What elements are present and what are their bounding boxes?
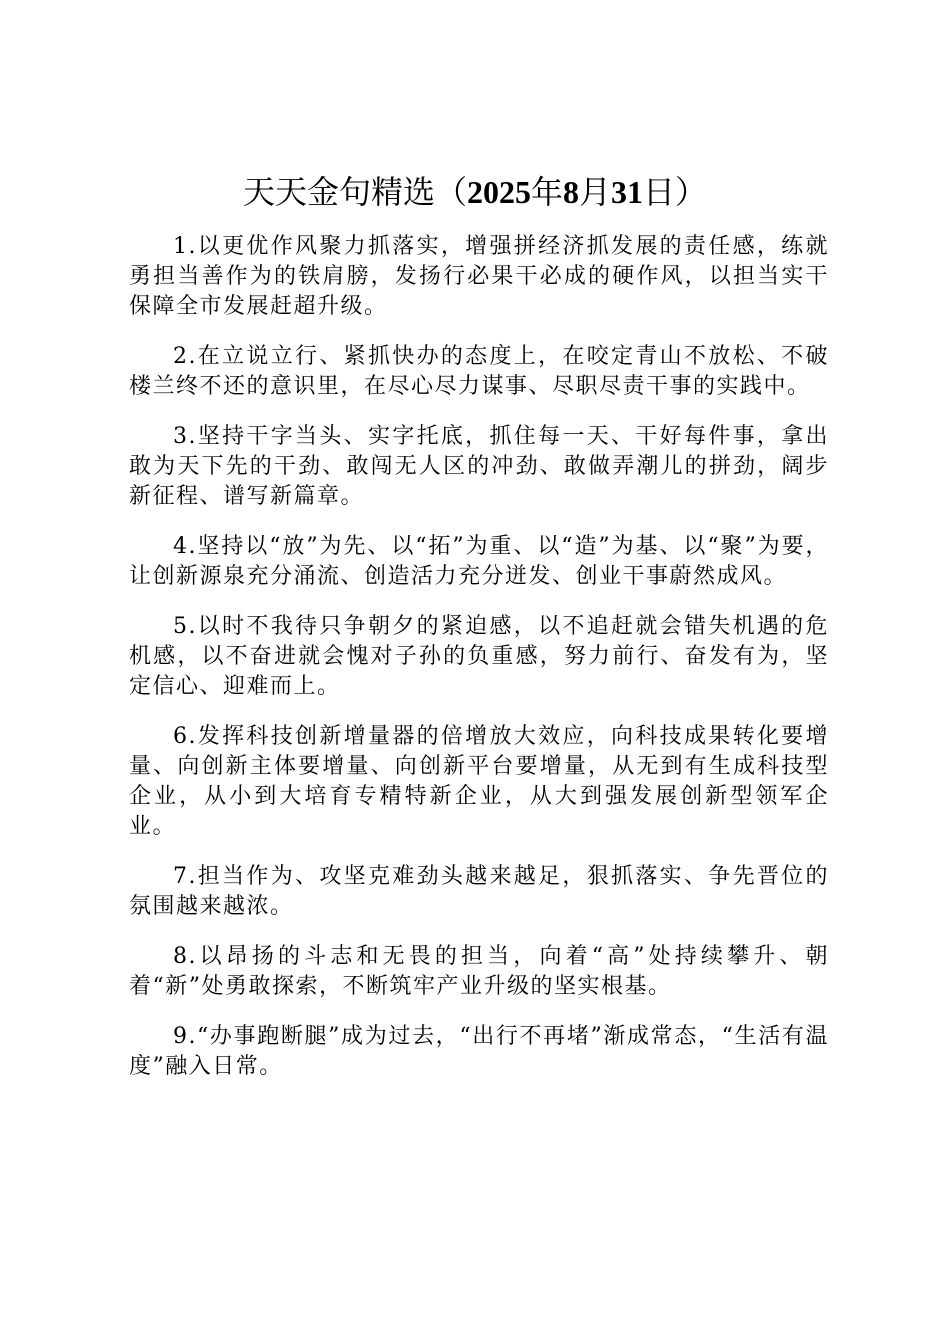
title-day: 31 — [611, 174, 644, 210]
title-year: 2025 — [466, 174, 531, 210]
paragraph-2: 2.在立说立行、紧抓快办的态度上，在咬定青山不放松、不破楼兰终不还的意识里，在尽心尽力谋事、尽职尽责干事的实践中。 — [129, 344, 829, 399]
paragraph-4: 4.坚持以“放”为先、以“拓”为重、以“造”为基、以“聚”为要，让创新源泉充分涌流、创造活力充分迸发、创业干事蔚然成风。 — [129, 534, 829, 589]
paragraph-9: 9.“办事跑断腿”成为过去，“出行不再堵”渐成常态，“生活有温度”融入日常。 — [129, 1024, 829, 1079]
paragraph-6: 6.发挥科技创新增量器的倍增放大效应，向科技成果转化要增量、向创新主体要增量、向创新平台要增量，从无到有生成科技型企业，从小到大培育专精特新企业，从大到强发展创新型领军企业。 — [129, 724, 829, 839]
title-year-unit: 年 — [530, 174, 563, 210]
title-month-unit: 月 — [579, 174, 612, 210]
paragraph-5: 5.以时不我待只争朝夕的紧迫感，以不追赶就会错失机遇的危机感，以不奋进就会愧对子孙的负重感，努力前行、奋发有为，坚定信心、迎难而上。 — [129, 614, 829, 699]
paragraph-7: 7.担当作为、攻坚克难劲头越来越足，狠抓落实、争先晋位的氛围越来越浓。 — [129, 864, 829, 919]
paragraph-8: 8.以昂扬的斗志和无畏的担当，向着“高”处持续攀升、朝着“新”处勇敢探索，不断筑牢产业升级的坚实根基。 — [129, 944, 829, 999]
page-title — [0, 170, 950, 214]
paragraph-3: 3.坚持干字当头、实字托底，抓住每一天、干好每件事，拿出敢为天下先的干劲、敢闯无人区的冲劲、敢做弄潮儿的拼劲，阔步新征程、谱写新篇章。 — [129, 424, 829, 509]
title-month: 8 — [563, 174, 579, 210]
paragraph-1: 1.以更优作风聚力抓落实，增强拼经济抓发展的责任感，练就勇担当善作为的铁肩膀，发扬行必果干必成的硬作风，以担当实干保障全市发展赶超升级。 — [129, 234, 829, 319]
title-day-unit: 日） — [643, 174, 708, 210]
title-prefix: 天天金句精选（ — [242, 174, 467, 210]
document-body — [129, 232, 829, 1102]
